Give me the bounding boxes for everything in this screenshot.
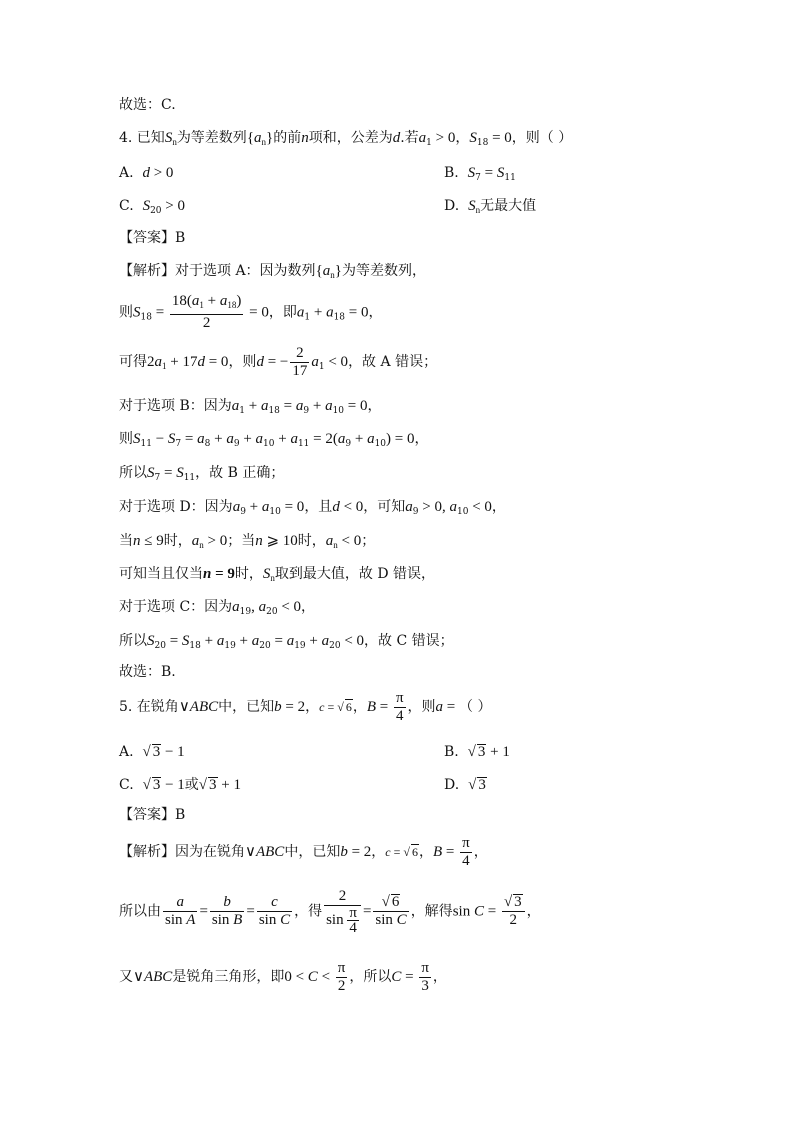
analysis-d3: 可知当且仅当n = 9时，$S_n$取到最大值，故 D 错误， [119, 566, 436, 583]
q5-option-d: D. √ 3 [444, 777, 486, 793]
final-choice: 故选：B. [119, 664, 176, 680]
option-d: D. $S_n$无最大值 [444, 198, 537, 215]
analysis-b2: 则$S_{11} - S_7 = a_8 + a_9 + a_{10} + a_{11} = 2(a_9 + a_{10}) = 0$， [119, 431, 429, 449]
question-5: 5. 在锐角∨ABC中，已知b = 2，c = √ 6，B = $\frac{\pi}{4}$ ，则a = （ ） [119, 689, 492, 724]
answer-label: 【答案】B [119, 230, 186, 246]
answer-label-2: 【答案】B [119, 807, 186, 823]
option-c: C. $S_{20} > 0$ [119, 198, 185, 216]
analysis-intro: 【解析】对于选项 A：因为数列$\{a_n\}$为等差数列， [119, 263, 426, 280]
analysis-b3: 所以$S_7 = S_{11}$，故 B 正确； [119, 465, 285, 483]
option-a: A. d > 0 [119, 165, 174, 181]
question-4: 4. 已知$S_n$为等差数列$\{a_n\}$的前n项和，公差为d.若$a_1 > 0$，$S_{18} = 0$，则（ ） [119, 130, 573, 148]
analysis-acute: 又∨ABC是锐角三角形，即0 < C < $\frac{\pi}{2}$ ，所以C = $\frac{\pi}{3}$ ， [119, 959, 447, 994]
analysis-q5-intro: 【解析】因为在锐角∨ABC中，已知b = 2，c = √ 6，B = $\frac{\pi}{4}$ ， [119, 834, 488, 869]
q5-option-a: A. √ 3 − 1 [119, 744, 185, 760]
analysis-c1: 对于选项 C：因为$a_{19}$, $a_{20} < 0$， [119, 599, 316, 617]
analysis-s18: 则$S_{18}$ = $\frac{18(a_1 + a_{18})}{2}$ = 0，即$a_1 + a_{18} = 0$， [119, 293, 383, 331]
analysis-d2: 当n ≤ 9时，$a_n > 0$；当n ⩾ 10时，$a_n < 0$； [119, 533, 376, 550]
analysis-d1: 对于选项 D：因为$a_9 + a_{10} = 0$，且d < 0，可知$a_9 > 0$, $a_{10} < 0$， [119, 499, 506, 517]
analysis-c2: 所以$S_{20} = S_{18} + a_{19} + a_{20} = a_{19} + a_{20} < 0$，故 C 错误； [119, 633, 454, 651]
analysis-d: 可得$2a_1 + 17d = 0$，则d = − $\frac{2}{17}$ $a_1 < 0$，故 A 错误； [119, 344, 438, 379]
q5-option-c: C. √ 3 − 1或√ 3 + 1 [119, 777, 241, 793]
line-prev-answer: 故选：C. [119, 97, 176, 113]
option-b: B. $S_7 = S_{11}$ [444, 165, 516, 183]
q5-option-b: B. √ 3 + 1 [444, 744, 510, 760]
analysis-sine-law: 所以由 $\frac{a}{\text{sin A}}$ = $\frac{b}{\text{sin B}}$ = $\frac{c}{\text{sin C}}$ ，得 2 sin $\frac{\pi}{4}$ = $\frac{√ 6}{\text{sin C}}$ ，解得sin C = $\frac{√ 3}{2}$ ， [119, 888, 541, 936]
analysis-b1: 对于选项 B：因为$a_1 + a_{18} = a_9 + a_{10} = 0$， [119, 398, 382, 416]
